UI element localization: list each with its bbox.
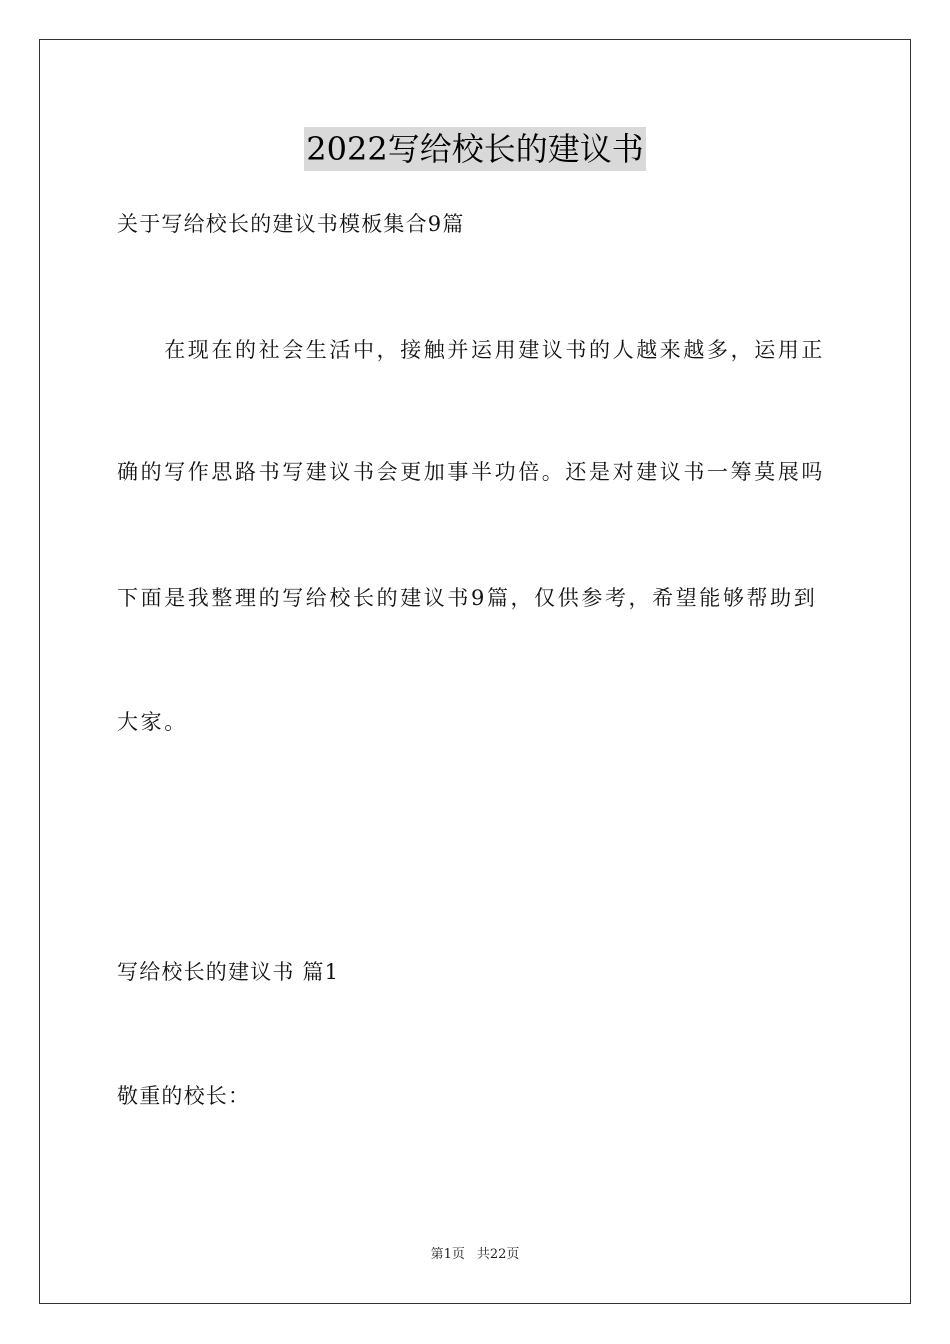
title-container <box>0 127 950 171</box>
intro-line-2: 确的写作思路书写建议书会更加事半功倍。还是对建议书一筹莫展吗 <box>117 460 825 484</box>
intro-line-1: 在现在的社会生活中，接触并运用建议书的人越来越多，运用正 <box>117 338 825 362</box>
page-number: 第1页 <box>430 1247 465 1262</box>
document-subtitle: 关于写给校长的建议书模板集合9篇 <box>117 212 465 236</box>
document-title: 2022写给校长的建议书 <box>304 127 645 171</box>
intro-line-4: 大家。 <box>117 710 188 734</box>
section-heading: 写给校长的建议书 篇1 <box>117 960 340 984</box>
salutation: 敬重的校长： <box>117 1084 251 1108</box>
intro-line-3: 下面是我整理的写给校长的建议书9篇，仅供参考，希望能够帮助到 <box>117 586 818 610</box>
page-footer <box>0 1246 950 1264</box>
page-total: 共22页 <box>476 1247 520 1262</box>
